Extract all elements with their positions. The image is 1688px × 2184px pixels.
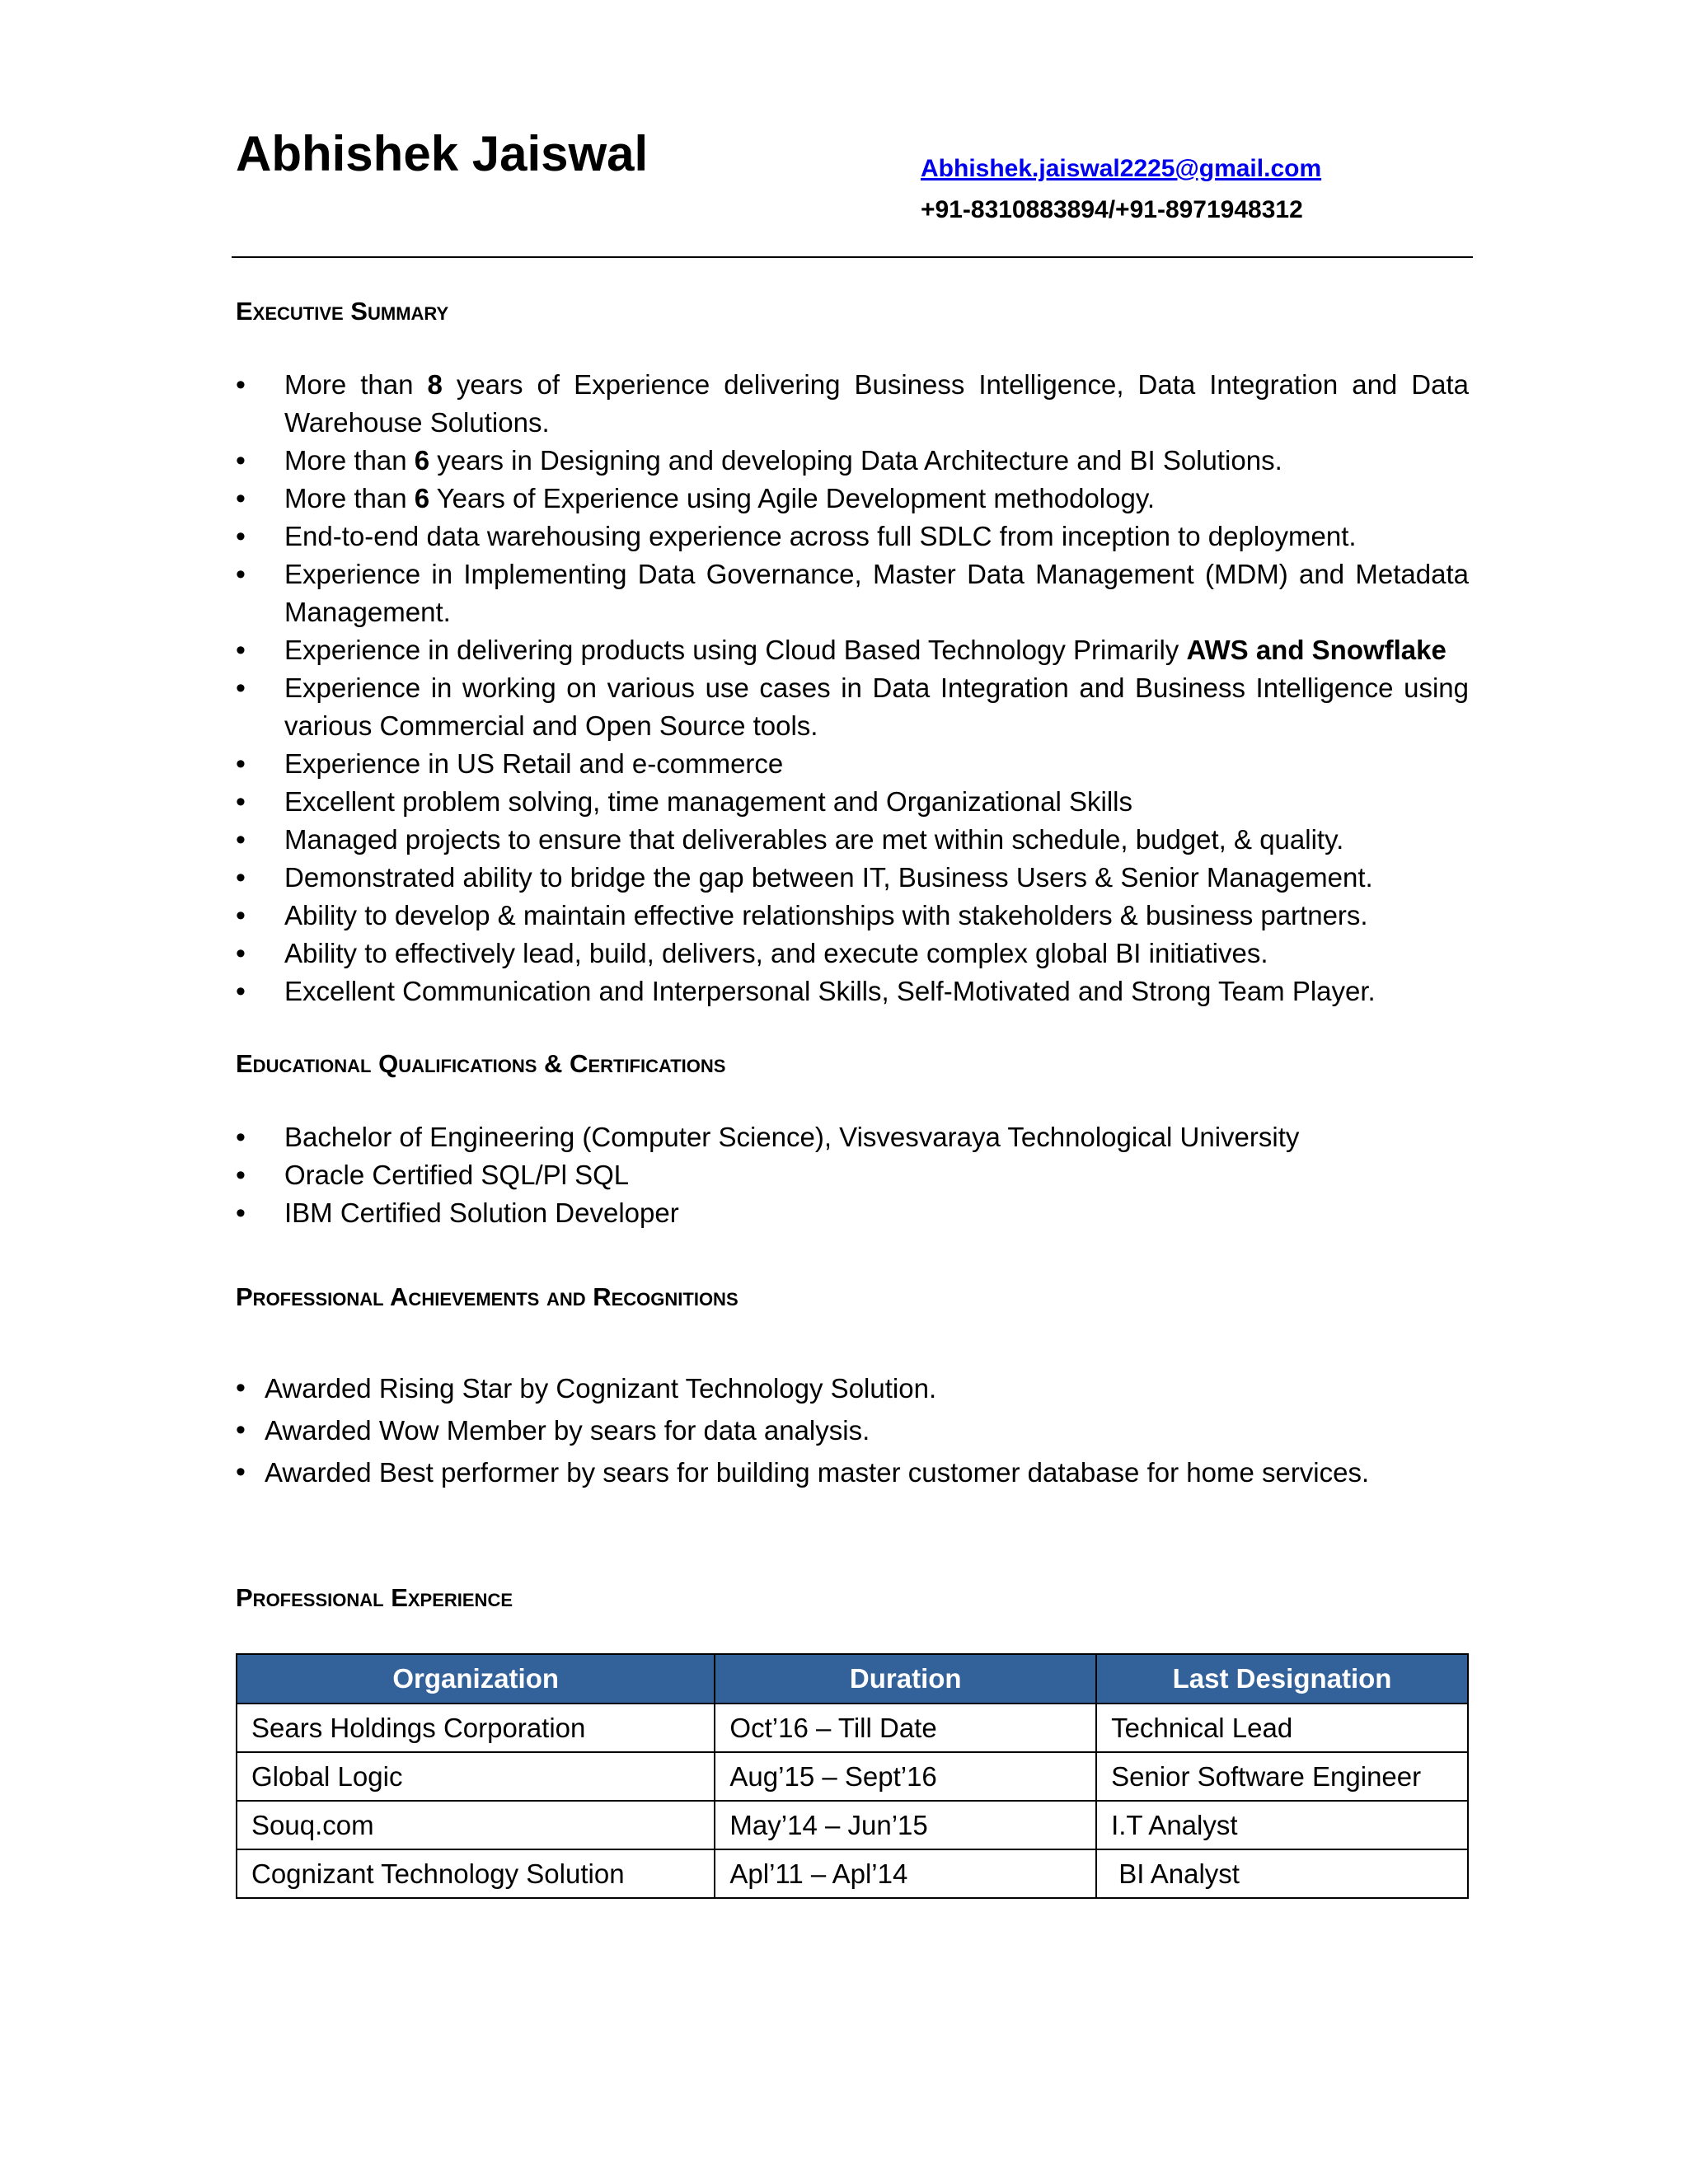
experience-table — [236, 1653, 1469, 1899]
column-header-organization: Organization — [237, 1654, 715, 1704]
designation-cell: Technical Lead — [1096, 1704, 1468, 1752]
list-item: • Ability to effectively lead, build, delivers, and execute complex global BI initiatives. — [236, 935, 1469, 972]
executive-summary-list — [236, 366, 1469, 1010]
list-item: • Awarded Best performer by sears for building master customer database for home services. — [236, 1451, 1469, 1493]
designation-cell: I.T Analyst — [1096, 1801, 1468, 1849]
list-item: • Oracle Certified SQL/Pl SQL — [236, 1156, 1469, 1194]
organization-cell: Cognizant Technology Solution — [237, 1849, 715, 1898]
achievements-heading: Professional Achievements and Recognitions — [236, 1282, 738, 1311]
duration-cell: May’14 – Jun’15 — [715, 1801, 1096, 1849]
experience-heading: Professional Experience — [236, 1583, 513, 1612]
contact-block — [921, 148, 1321, 231]
list-item: • More than 6 Years of Experience using Agile Development methodology. — [236, 480, 1469, 518]
list-item: • Excellent problem solving, time management and Organizational Skills — [236, 783, 1469, 821]
list-item: • Experience in working on various use cases in Data Integration and Business Intelligence using various Commercial and Open Source tools. — [236, 669, 1469, 745]
list-item: • Ability to develop & maintain effective relationships with stakeholders & business partners. — [236, 897, 1469, 935]
duration-cell: Apl’11 – Apl’14 — [715, 1849, 1096, 1898]
list-item: • IBM Certified Solution Developer — [236, 1194, 1469, 1232]
duration-cell: Aug’15 – Sept’16 — [715, 1752, 1096, 1801]
list-item: • Bachelor of Engineering (Computer Science), Visvesvaraya Technological University — [236, 1118, 1469, 1156]
table-row — [237, 1704, 1468, 1752]
organization-cell: Sears Holdings Corporation — [237, 1704, 715, 1752]
list-item: • End-to-end data warehousing experience across full SDLC from inception to deployment. — [236, 518, 1469, 555]
organization-cell: Souq.com — [237, 1801, 715, 1849]
list-item: • Demonstrated ability to bridge the gap between IT, Business Users & Senior Management. — [236, 859, 1469, 897]
list-item: • Awarded Rising Star by Cognizant Technology Solution. — [236, 1367, 1469, 1409]
table-row — [237, 1752, 1468, 1801]
list-item: • Managed projects to ensure that deliverables are met within schedule, budget, & quality. — [236, 821, 1469, 859]
column-header-designation: Last Designation — [1096, 1654, 1468, 1704]
designation-cell: BI Analyst — [1096, 1849, 1468, 1898]
header-divider — [232, 256, 1473, 258]
candidate-name: Abhishek Jaiswal — [236, 126, 649, 181]
column-header-duration: Duration — [715, 1654, 1096, 1704]
designation-cell: Senior Software Engineer — [1096, 1752, 1468, 1801]
list-item: • Awarded Wow Member by sears for data analysis. — [236, 1409, 1469, 1451]
duration-cell: Oct’16 – Till Date — [715, 1704, 1096, 1752]
list-item: • Experience in delivering products using Cloud Based Technology Primarily AWS and Snowflake — [236, 631, 1469, 669]
list-item: • Experience in US Retail and e-commerce — [236, 745, 1469, 783]
education-list — [236, 1118, 1469, 1232]
table-row — [237, 1849, 1468, 1898]
education-heading: Educational Qualifications & Certifications — [236, 1049, 726, 1078]
achievements-list — [236, 1367, 1469, 1493]
table-row — [237, 1801, 1468, 1849]
list-item: • Experience in Implementing Data Governance, Master Data Management (MDM) and Metadata Management. — [236, 555, 1469, 631]
executive-summary-heading: Executive Summary — [236, 297, 449, 326]
email-link[interactable]: Abhishek.jaiswal2225@gmail.com — [921, 155, 1322, 182]
table-header-row — [237, 1654, 1468, 1704]
list-item: • Excellent Communication and Interpersonal Skills, Self-Motivated and Strong Team Player. — [236, 972, 1469, 1010]
list-item: • More than 8 years of Experience delivering Business Intelligence, Data Integration and Data Warehouse Solutions. — [236, 366, 1469, 442]
phone-numbers: +91-8310883894/+91-8971948312 — [921, 196, 1303, 223]
list-item: • More than 6 years in Designing and developing Data Architecture and BI Solutions. — [236, 442, 1469, 480]
organization-cell: Global Logic — [237, 1752, 715, 1801]
